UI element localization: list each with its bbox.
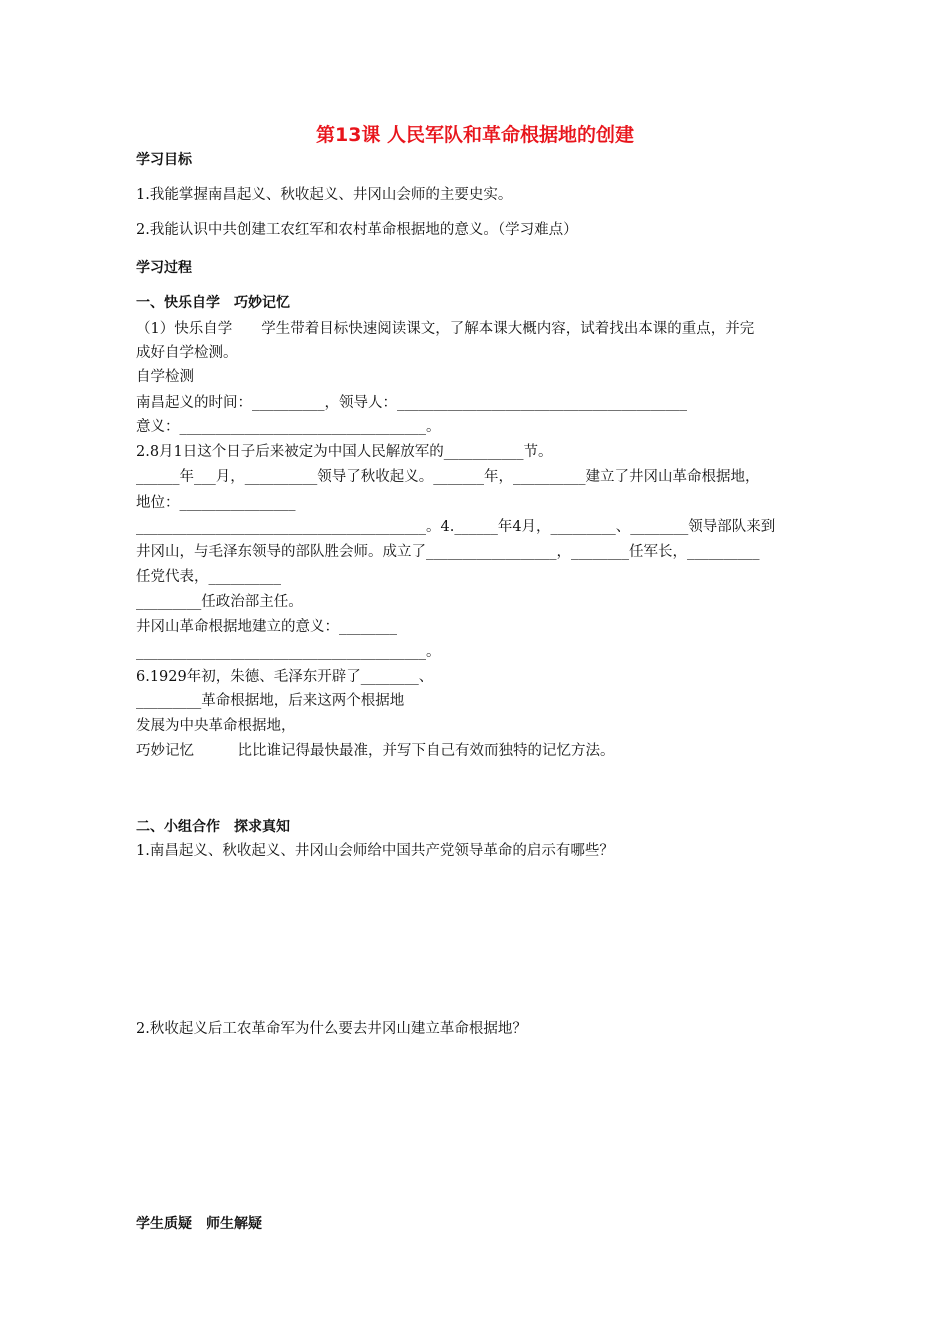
content-line: 2.8月1日这个日子后来被定为中国人民解放军的___________节。 <box>136 444 553 460</box>
content-line: 井冈山革命根据地建立的意义：________ <box>136 619 397 635</box>
process-heading: 学习过程 <box>136 260 192 276</box>
content-line: _________革命根据地，后来这两个根据地 <box>136 693 405 709</box>
section1-heading: 一、快乐自学 巧妙记忆 <box>136 295 290 311</box>
content-line: 任党代表，__________ <box>136 569 281 585</box>
content-line: 自学检测 <box>136 369 194 385</box>
content-line: ________________________________________。 <box>136 644 441 660</box>
content-line: 发展为中央革命根据地， <box>136 718 296 734</box>
content-line: 成好自学检测。 <box>136 345 238 361</box>
objectives-heading: 学习目标 <box>136 152 192 168</box>
question-item: 1.南昌起义、秋收起义、井冈山会师给中国共产党领导革命的启示有哪些？ <box>136 843 614 859</box>
question-item: 2.秋收起义后工农革命军为什么要去井冈山建立革命根据地？ <box>136 1021 527 1037</box>
content-line: 巧妙记忆 比比谁记得最快最准，并写下自己有效而独特的记忆方法。 <box>136 743 615 759</box>
section3-heading: 学生质疑 师生解疑 <box>136 1216 262 1232</box>
content-line: 井冈山，与毛泽东领导的部队胜会师。成立了__________________，________任军长，__________ <box>136 544 760 560</box>
content-line: 6.1929年初，朱德、毛泽东开辟了________、 <box>136 669 434 685</box>
objective-item: 1.我能掌握南昌起义、秋收起义、井冈山会师的主要史实。 <box>136 187 513 203</box>
content-line: _________任政治部主任。 <box>136 594 303 610</box>
content-line: 南昌起义的时间：__________，领导人：________________________________________ <box>136 395 687 411</box>
content-line: 地位：________________ <box>136 495 296 511</box>
objective-item: 2.我能认识中共创建工农红军和农村革命根据地的意义。（学习难点） <box>136 222 578 238</box>
page-title: 第13课 人民军队和革命根据地的创建 <box>315 124 635 146</box>
content-line: （1）快乐自学 学生带着目标快速阅读课文，了解本课大概内容，试着找出本课的重点，并完 <box>136 321 755 337</box>
content-line: ________________________________________。4.______年4月，_________、________领导部队来到 <box>136 519 776 535</box>
content-line: 意义：__________________________________。 <box>136 419 441 435</box>
content-line: ______年___月，__________领导了秋收起义。_______年，__________建立了井冈山革命根据地， <box>136 469 760 485</box>
section2-heading: 二、小组合作 探求真知 <box>136 819 290 835</box>
